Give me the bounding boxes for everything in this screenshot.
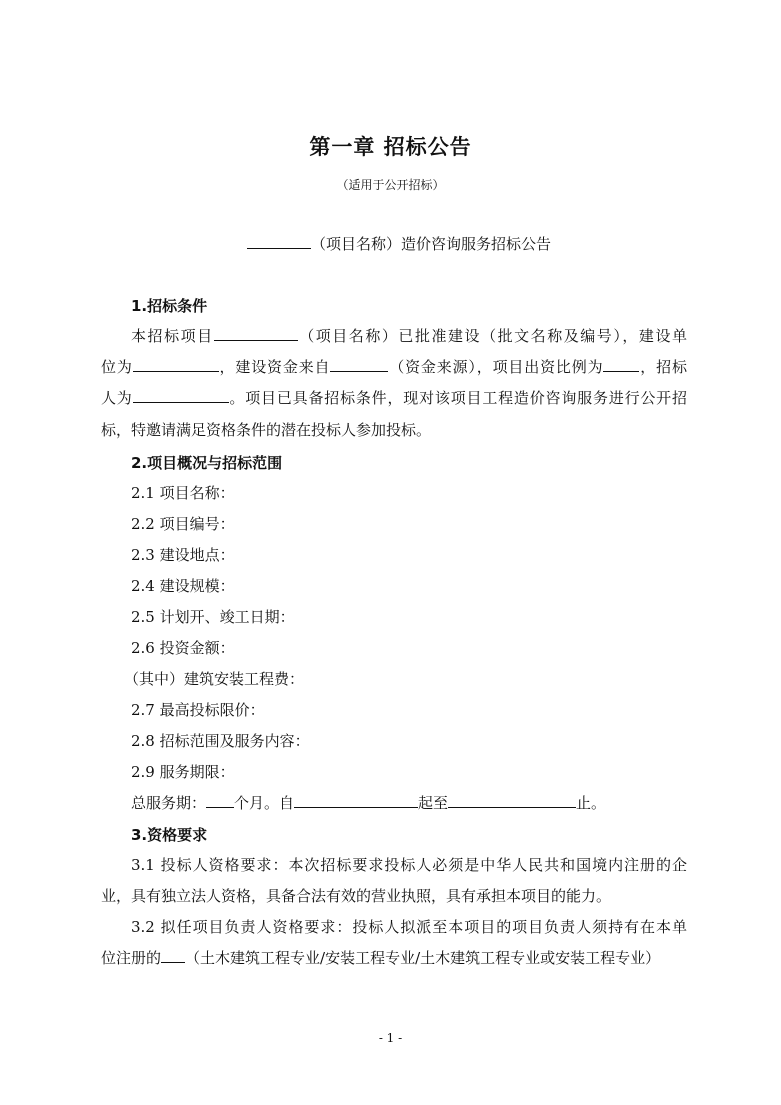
section1-line3: 人为 。项目已具备招标条件，现对该项目工程造价咨询服务进行公开招 — [101, 389, 687, 407]
item-2-7: 2.7 最高投标限价： — [131, 701, 265, 719]
item-construction-fee: （其中）建筑安装工程费： — [124, 670, 305, 688]
item-2-1: 2.1 项目名称： — [131, 484, 235, 502]
section3-p1-line2: 业，具有独立法人资格，具备合法有效的营业执照，具有承担本项目的能力。 — [101, 887, 612, 905]
item-2-8: 2.8 招标范围及服务内容： — [131, 732, 310, 750]
section1-line4: 标，特邀请满足资格条件的潜在投标人参加投标。 — [101, 421, 432, 439]
item-2-6: 2.6 投资金额： — [131, 639, 235, 657]
section2-heading: 2.项目概况与招标范围 — [131, 454, 283, 472]
section1-line2: 位为 ，建设资金来自 （资金来源），项目出资比例为 ，招标 — [101, 358, 687, 376]
item-2-3: 2.3 建设地点： — [131, 546, 235, 564]
item-2-9: 2.9 服务期限： — [131, 763, 235, 781]
subtitle: （适用于公开招标） — [336, 178, 445, 192]
blank-project-name — [247, 234, 311, 249]
section3-p1-line1: 3.1 投标人资格要求：本次招标要求投标人必须是中华人民共和国境内注册的企 — [131, 856, 687, 874]
section3-heading: 3.资格要求 — [131, 826, 208, 844]
chapter-title: 第一章 招标公告 — [309, 135, 472, 159]
page-number: - 1 - — [378, 1031, 403, 1045]
section3-p2-line1: 3.2 拟任项目负责人资格要求：投标人拟派至本项目的项目负责人须持有在本单 — [131, 918, 687, 936]
item-2-2: 2.2 项目编号： — [131, 515, 235, 533]
item-2-4: 2.4 建设规模： — [131, 577, 235, 595]
item-2-5: 2.5 计划开、竣工日期： — [131, 608, 295, 626]
section3-p2-line2: 位注册的 （土木建筑工程专业/安装工程专业/土木建筑工程专业或安装工程专业） — [101, 949, 661, 967]
notice-title: （项目名称）造价咨询服务招标公告 — [247, 233, 551, 254]
section1-heading: 1.招标条件 — [131, 297, 208, 315]
section1-line1: 本招标项目 （项目名称）已批准建设（批文名称及编号），建设单 — [131, 327, 687, 345]
total-service-period: 总服务期： 个月。自 起至 止。 — [131, 794, 607, 812]
